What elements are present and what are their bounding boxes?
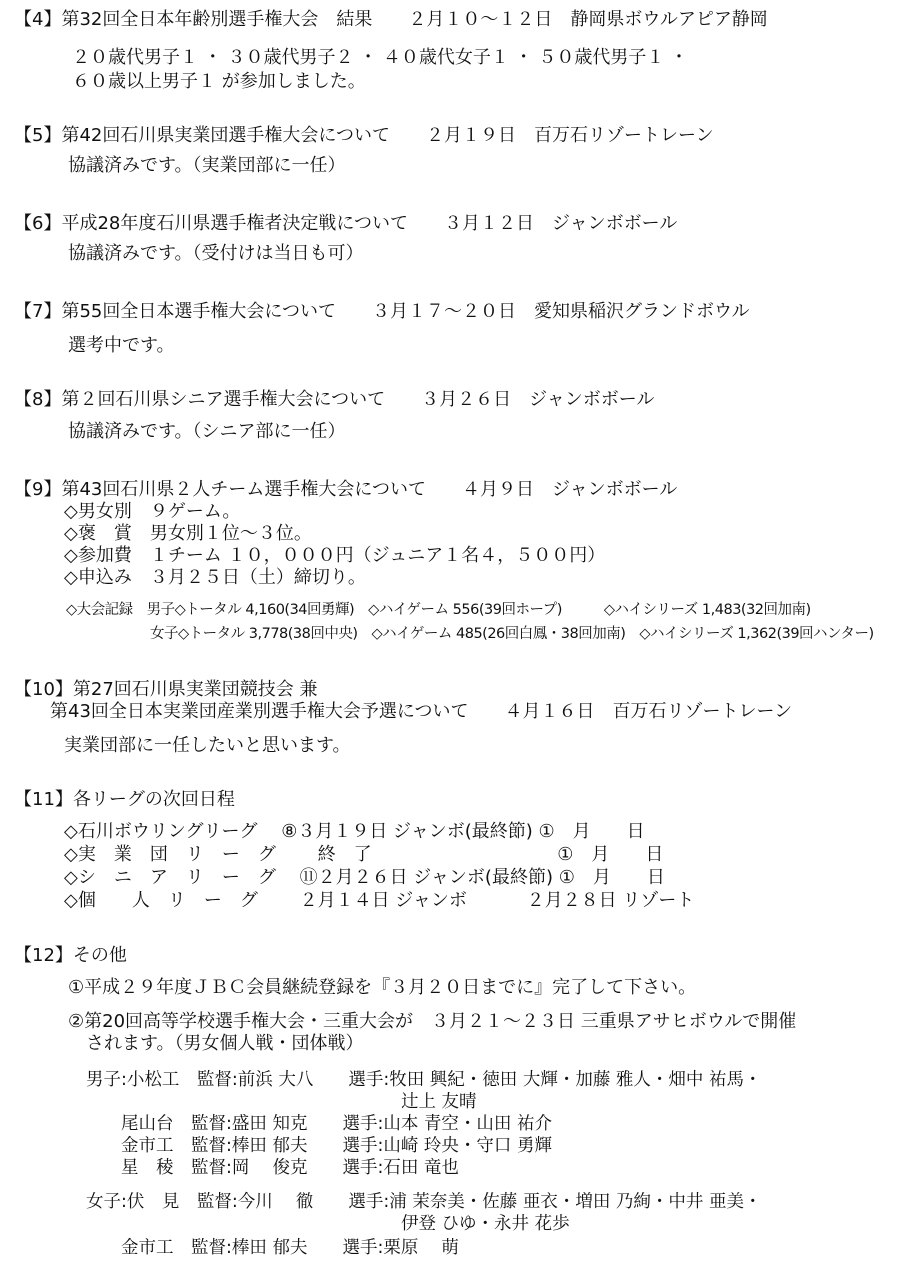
section-6-line-1: 協議済みです。（受付けは当日も可） [68, 243, 364, 264]
section-11-heading: 【11】各リーグの次回日程 [14, 789, 235, 810]
section-10-heading-2: 第43回全日本実業団産業別選手権大会予選について ４月１６日 百万石リゾートレーン [14, 701, 793, 722]
section-12-heading: 【12】その他 [14, 945, 127, 966]
section-9-record-women: 女子◇トータル 3,778(38回中央) ◇ハイゲーム 485(26回白鳳・38回加南) ◇ハイシリーズ 1,362(39回ハンター) [66, 626, 874, 642]
section-9-line-2: ◇褒 賞 男女別１位～３位。 [64, 523, 312, 544]
roster-boys-row: 金市工 監督:棒田 郁夫 選手:山崎 玲央・守口 勇輝 [86, 1136, 552, 1156]
roster-boys-row: 星 稜 監督:岡 俊克 選手:石田 竜也 [86, 1158, 459, 1178]
roster-boys-row: 尾山台 監督:盛田 知克 選手:山本 青空・山田 祐介 [86, 1114, 552, 1134]
roster-boys-row: 男子:小松工 監督:前浜 大八 選手:牧田 興紀・徳田 大輝・加藤 雅人・畑中 祐馬・ [86, 1070, 762, 1090]
league-row-ishikawa: ◇石川ボウリングリーグ ⑧３月１９日 ジャンボ(最終節) ① 月 日 [64, 821, 645, 842]
section-7-line-1: 選考中です。 [68, 335, 175, 356]
section-10-line-1: 実業団部に一任したいと思います。 [64, 735, 351, 756]
section-8-heading: 【8】第２回石川県シニア選手権大会について ３月２６日 ジャンボボール [14, 389, 655, 410]
section-9-line-3: ◇参加費 １チーム １０，０００円（ジュニア１名４，５００円） [64, 545, 606, 566]
section-8-line-1: 協議済みです。（シニア部に一任） [68, 421, 346, 442]
section-12-item-2-cont: されます。（男女個人戦・団体戦） [68, 1033, 364, 1054]
section-4-line-2: ６０歳以上男子１ が参加しました。 [72, 71, 366, 92]
section-9-record-men: ◇大会記録 男子◇トータル 4,160(34回勇輝) ◇ハイゲーム 556(39回ホープ) ◇ハイシリーズ 1,483(32回加南) [66, 602, 811, 618]
roster-girls-row: 伊登 ひゆ・永井 花歩 [86, 1214, 570, 1234]
section-4-heading: 【4】第32回全日本年齢別選手権大会 結果 ２月１０～１２日 静岡県ボウルアピア静岡 [14, 9, 768, 30]
section-12-item-1: ①平成２９年度ＪＢＣ会員継続登録を『３月２０日までに』完了して下さい。 [68, 977, 697, 998]
league-row-individual: ◇個 人 リ ー グ ２月１４日 ジャンボ ２月２８日 リゾート [64, 890, 695, 911]
roster-boys-row: 辻上 友晴 [86, 1092, 477, 1112]
section-5-heading: 【5】第42回石川県実業団選手権大会について ２月１９日 百万石リゾートレーン [14, 125, 714, 146]
roster-girls-row: 女子:伏 見 監督:今川 徹 選手:浦 茉奈美・佐藤 亜衣・増田 乃絢・中井 亜美・ [86, 1192, 762, 1212]
section-12-item-2: ②第20回高等学校選手権大会・三重大会が ３月２１～２３日 三重県アサヒボウルで開催 [68, 1011, 797, 1032]
section-4-line-1: ２０歳代男子１ ・ ３０歳代男子２ ・ ４０歳代女子１ ・ ５０歳代男子１ ・ [72, 47, 689, 68]
section-9-line-4: ◇申込み ３月２５日（土）締切り。 [64, 567, 366, 588]
section-10-heading: 【10】第27回石川県実業団競技会 兼 [14, 679, 318, 700]
roster-girls-row: 金市工 監督:棒田 郁夫 選手:栗原 萌 [86, 1238, 459, 1258]
section-9-line-1: ◇男女別 ９ゲーム。 [64, 501, 241, 522]
league-row-senior: ◇シ ニ ア リ ー グ ⑪２月２６日 ジャンボ(最終節) ① 月 日 [64, 867, 665, 888]
section-5-line-1: 協議済みです。（実業団部に一任） [68, 155, 346, 176]
section-6-heading: 【6】平成28年度石川県選手権者決定戦について ３月１２日 ジャンボボール [14, 213, 678, 234]
league-row-jitsugyodan: ◇実 業 団 リ ー グ 終 了 ① 月 日 [64, 844, 664, 865]
section-7-heading: 【7】第55回全日本選手権大会について ３月１７～２０日 愛知県稲沢グランドボウル [14, 301, 750, 322]
section-9-heading: 【9】第43回石川県２人チーム選手権大会について ４月９日 ジャンボボール [14, 479, 678, 500]
